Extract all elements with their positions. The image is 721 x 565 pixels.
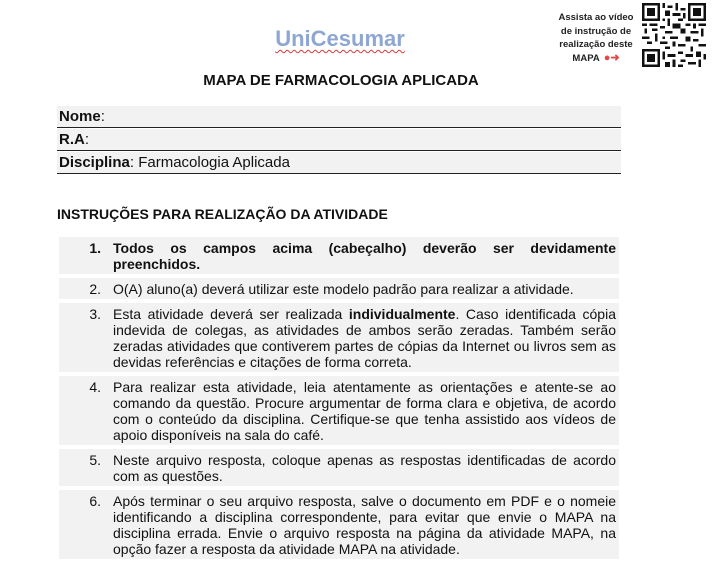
item-text: Neste arquivo resposta, coloque apenas as respostas identificadas de acordo com as questões. [113,452,616,484]
list-item [59,449,619,486]
item-text: Esta atividade deverá ser realizada individualmente. Caso identificada cópia indevida de colegas, as atividades de ambos serão zeradas. Também serão zeradas atividades que contiverem partes de cópias da Internet ou livros sem as devidas referências e citações de forma correta. [113,306,616,370]
header-fields [57,106,621,175]
qr-caption-line: de instrução de [560,25,632,37]
ra-field[interactable] [57,129,621,151]
item-number: 2. [89,281,101,297]
list-item [59,490,619,559]
item-text: Todos os campos acima (cabeçalho) deverão ser devidamente preenchidos. [113,240,616,272]
brand-name: UniCesumar [275,26,405,51]
item-text: Após terminar o seu arquivo resposta, salve o documento em PDF e o nomeie identificando a disciplina correspondente, para evitar que envie o MAPA na disciplina errada. Envie o arquivo resposta na página da atividade MAPA, na opção fazer a resposta da atividade MAPA na atividade. [113,493,616,557]
qr-caption-line: MAPA ●➜ [572,51,620,64]
field-value: : Farmacologia Aplicada [129,154,290,171]
field-label: Disciplina [59,154,130,171]
emphasis-text: individualmente [348,306,456,322]
list-item [59,303,619,372]
field-value: : [100,108,105,125]
qr-code-icon[interactable] [642,3,706,67]
list-item [59,278,619,299]
item-number: 3. [89,306,101,322]
arrow-right-icon: ●➜ [603,51,620,64]
field-label: Nome [59,108,101,125]
discipline-field[interactable] [57,152,621,174]
item-text: Para realizar esta atividade, leia atentamente as orientações e atente-se ao comando da questão. Procure argumentar de forma clara e objetiva, de acordo com o conteúdo da disciplina. Certifique-se que tenha assistido aos vídeos de apoio disponíveis na sala do café. [113,379,616,443]
page-title: MAPA DE FARMACOLOGIA APLICADA [203,72,479,89]
field-value: : [84,131,90,148]
name-field[interactable] [57,106,621,128]
qr-caption-line: realização deste [559,39,633,50]
item-number: 6. [89,493,101,509]
item-text: O(A) aluno(a) deverá utilizar este modelo padrão para realizar a atividade. [113,281,574,297]
list-item [59,237,619,274]
instructions-list [59,237,619,563]
item-number: 4. [89,379,101,395]
list-item [59,376,619,445]
qr-caption-line: Assista ao vídeo [558,12,634,23]
item-number: 5. [89,452,101,468]
instructions-heading: INSTRUÇÕES PARA REALIZAÇÃO DA ATIVIDADE [57,206,388,222]
field-label: R.A [59,131,85,148]
item-number: 1. [89,240,101,256]
qr-caption [548,11,644,65]
